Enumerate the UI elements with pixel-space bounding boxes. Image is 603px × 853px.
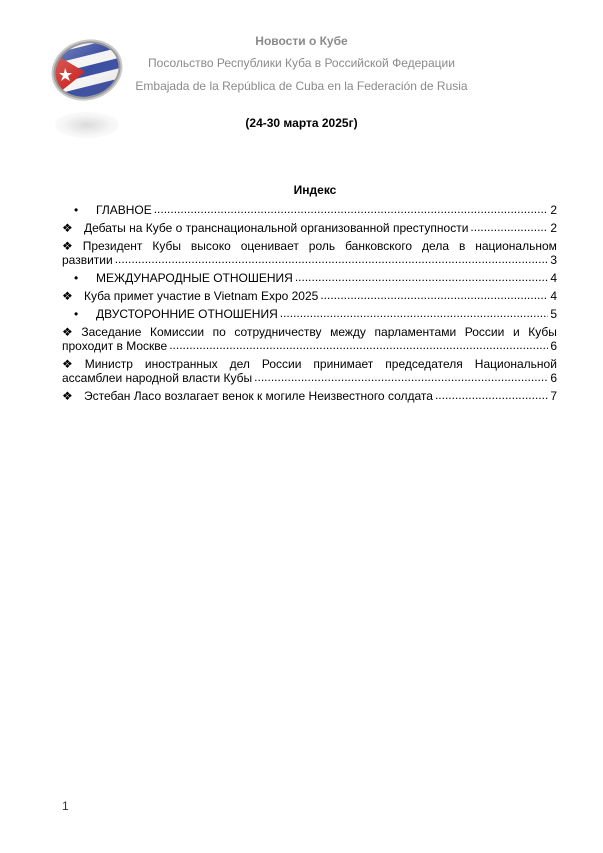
- toc-entry-debates[interactable]: [62, 221, 557, 235]
- header-title: Новости о Кубе: [255, 34, 348, 48]
- toc-entry-word: высоко: [190, 239, 231, 253]
- dot-leader: [254, 370, 548, 384]
- page-number: 1: [62, 799, 69, 813]
- toc-entry-bilateral[interactable]: [62, 307, 557, 321]
- diamond-bullet-icon: ❖: [62, 221, 73, 235]
- toc-entry-word: Национальной: [474, 357, 557, 371]
- toc-entry-word: и: [512, 325, 520, 339]
- toc-entry-word: сотрудничеству: [234, 325, 322, 339]
- toc-entry-word: дела: [422, 239, 449, 253]
- dot-leader: [115, 252, 549, 266]
- diamond-bullet-icon: ❖: [62, 357, 73, 371]
- toc-page-number: 4: [550, 289, 557, 303]
- toc-entry-word: России: [261, 357, 302, 371]
- dot-leader: [320, 288, 548, 302]
- toc-entry-word: национальном: [475, 239, 557, 253]
- toc-entry-text: Эстебан Ласо возлагает венок к могиле Неизвестного солдата: [84, 389, 433, 403]
- toc-entry-minister-reception[interactable]: [62, 357, 557, 385]
- toc-entry-text: Дебаты на Кубе о транснациональной организованной преступности: [84, 221, 469, 235]
- toc-page-number: 6: [550, 339, 557, 353]
- toc-entry-text: ГЛАВНОЕ: [96, 203, 152, 217]
- header-embassy-ru: Посольство Республики Куба в Российской Федерации: [148, 56, 455, 70]
- dot-leader: [280, 306, 549, 320]
- toc-entry-word: банковского: [345, 239, 413, 253]
- toc-entry-word: по: [212, 325, 226, 339]
- toc-entry-word: иностранных: [144, 357, 218, 371]
- toc-entry-word: Министр: [84, 357, 133, 371]
- toc-entry-text: проходит в Москве: [62, 339, 168, 353]
- toc-entry-word: Заседание: [81, 325, 142, 339]
- dot-leader: [295, 270, 548, 284]
- toc-entry-wreath-laying[interactable]: [62, 389, 557, 403]
- header-embassy-es: Embajada de la República de Cuba en la Federación de Rusia: [135, 79, 468, 93]
- toc-entry-president-banking[interactable]: [62, 239, 557, 267]
- toc-entry-vietnam-expo[interactable]: [62, 289, 557, 303]
- table-of-contents: [62, 203, 557, 407]
- bullet-icon: •: [74, 203, 79, 217]
- toc-page-number: 5: [550, 307, 557, 321]
- toc-entry-text: Куба примет участие в Vietnam Expo 2025: [84, 289, 319, 303]
- bullet-icon: •: [74, 271, 79, 285]
- toc-entry-word: Комиссии: [150, 325, 205, 339]
- toc-entry-international[interactable]: [62, 271, 557, 285]
- toc-entry-word: Кубы: [152, 239, 181, 253]
- date-range: (24-30 марта 2025г): [245, 116, 358, 130]
- diamond-bullet-icon: ❖: [62, 289, 73, 303]
- toc-page-number: 3: [550, 253, 557, 267]
- toc-entry-word: Президент: [82, 239, 143, 253]
- toc-entry-word: парламентами: [374, 325, 457, 339]
- dot-leader: [470, 220, 548, 234]
- toc-entry-text: ассамблеи народной власти Кубы: [62, 371, 253, 385]
- toc-entry-word: оценивает: [240, 239, 299, 253]
- dot-leader: [169, 338, 548, 352]
- toc-page-number: 2: [550, 203, 557, 217]
- toc-entry-commission-session[interactable]: [62, 325, 557, 353]
- toc-page-number: 6: [550, 371, 557, 385]
- toc-title: Индекс: [293, 183, 337, 197]
- toc-page-number: 7: [550, 389, 557, 403]
- toc-entry-word: между: [330, 325, 366, 339]
- diamond-bullet-icon: ❖: [62, 325, 73, 339]
- diamond-bullet-icon: ❖: [62, 239, 73, 253]
- toc-entry-text: ДВУСТОРОННИЕ ОТНОШЕНИЯ: [96, 307, 278, 321]
- toc-entry-word: России: [464, 325, 505, 339]
- bullet-icon: •: [74, 307, 79, 321]
- diamond-bullet-icon: ❖: [62, 389, 73, 403]
- toc-entry-word: дел: [229, 357, 250, 371]
- dot-leader: [435, 388, 548, 402]
- toc-entry-main[interactable]: [62, 203, 557, 217]
- toc-page-number: 2: [550, 221, 557, 235]
- toc-entry-word: председателя: [385, 357, 463, 371]
- toc-entry-text: МЕЖДУНАРОДНЫЕ ОТНОШЕНИЯ: [96, 271, 293, 285]
- toc-page-number: 4: [550, 271, 557, 285]
- toc-entry-word: в: [458, 239, 466, 253]
- dot-leader: [154, 202, 549, 216]
- toc-entry-word: роль: [308, 239, 336, 253]
- toc-entry-word: Кубы: [528, 325, 557, 339]
- toc-entry-word: принимает: [313, 357, 374, 371]
- toc-entry-text: развитии: [62, 253, 113, 267]
